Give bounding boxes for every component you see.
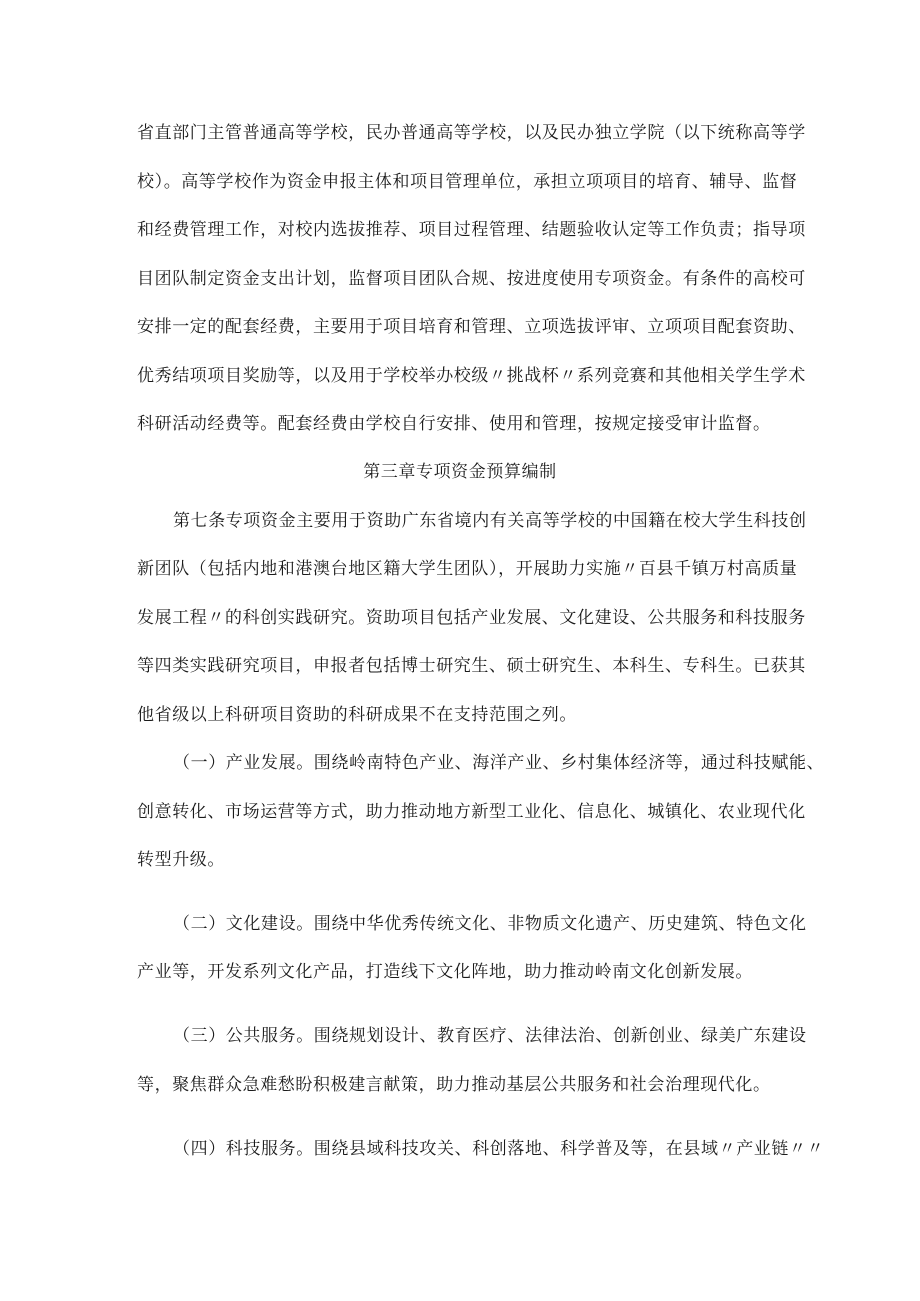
article-seven-line-4: 等四类实践研究项目，申报者包括博士研究生、硕士研究生、本科生、专科生。已获其 (137, 656, 806, 676)
intro-line-4: 目团队制定资金支出计划，监督项目团队合规、按进度使用专项资金。有条件的高校可 (137, 269, 806, 289)
article-seven-line-5: 他省级以上科研项目资助的科研成果不在支持范围之列。 (137, 705, 577, 725)
intro-line-7: 科研活动经费等。配套经费由学校自行安排、使用和管理，按规定接受审计监督。 (137, 414, 771, 434)
item-one-line-3: 转型升级。 (137, 850, 225, 870)
intro-line-2: 校）。高等学校作为资金申报主体和项目管理单位，承担立项项目的培育、辅导、监督 (137, 172, 798, 192)
item-three-line-1: （三）公共服务。围绕规划设计、教育医疗、法律法治、创新创业、绿美广东建设 (173, 1026, 807, 1046)
intro-line-5: 安排一定的配套经费，主要用于项目培育和管理、立项选拔评审、立项项目配套资助、 (137, 317, 806, 337)
item-one-line-2: 创意转化、市场运营等方式，助力推动地方新型工业化、信息化、城镇化、农业现代化 (137, 802, 806, 822)
intro-line-1: 省直部门主管普通高等学校，民办普通高等学校，以及民办独立学院（以下统称高等学 (137, 123, 806, 143)
item-two-line-2: 产业等，开发系列文化产品，打造线下文化阵地，助力推动岭南文化创新发展。 (137, 962, 753, 982)
article-seven-line-3: 发展工程〃的科创实践研究。资助项目包括产业发展、文化建设、公共服务和科技服务 (137, 608, 806, 628)
item-three-line-2: 等，聚焦群众急难愁盼积极建言献策，助力推动基层公共服务和社会治理现代化。 (137, 1075, 771, 1095)
intro-line-3: 和经费管理工作，对校内选拔推荐、项目过程管理、结题验收认定等工作负责；指导项 (137, 220, 806, 240)
intro-line-6: 优秀结项项目奖励等，以及用于学校举办校级〃挑战杯〃系列竞赛和其他相关学生学术 (137, 366, 806, 386)
item-four-line-1: （四）科技服务。围绕县域科技攻关、科创落地、科学普及等，在县域〃产业链〃〃 (173, 1139, 825, 1159)
item-two-line-1: （二）文化建设。围绕中华优秀传统文化、非物质文化遗产、历史建筑、特色文化 (173, 914, 807, 934)
article-seven-line-1: 第七条专项资金主要用于资助广东省境内有关高等学校的中国籍在校大学生科技创 (173, 511, 807, 531)
article-seven-line-2: 新团队（包括内地和港澳台地区籍大学生团队），开展助力实施〃百县千镇万村高质量 (137, 559, 798, 579)
chapter-heading: 第三章专项资金预算编制 (363, 462, 557, 482)
item-one-line-1: （一）产业发展。围绕岭南特色产业、海洋产业、乡村集体经济等，通过科技赋能、 (173, 753, 825, 773)
